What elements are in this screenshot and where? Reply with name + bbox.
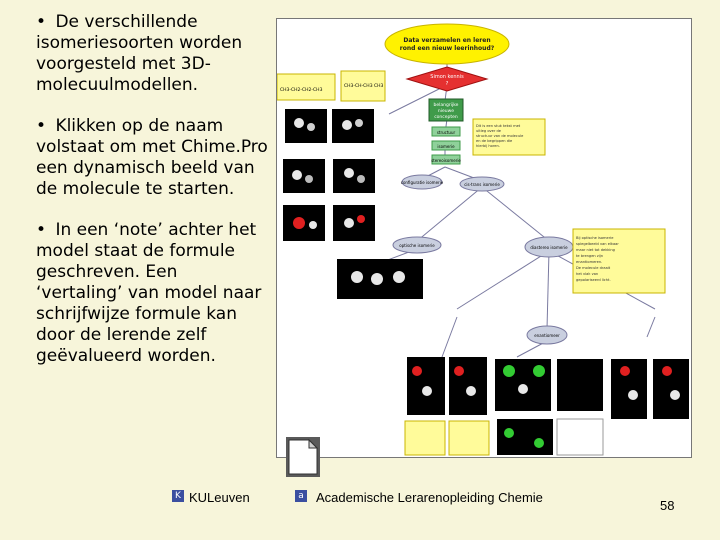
concept-map-label: cis-trans isomerie — [464, 182, 500, 187]
concept-map-label: CH3-CH-CH3 CH3 — [344, 84, 384, 89]
concept-map-label: stereoisomerie — [431, 158, 461, 163]
bullet-symbol: • — [36, 220, 47, 240]
concept-map-label: isomerie — [437, 144, 455, 149]
connector-lines — [369, 61, 655, 357]
concept-map-label: structuur — [436, 130, 456, 135]
concept-map-label: optische isomerie — [399, 243, 435, 248]
bullet-item-2 — [36, 116, 268, 200]
concept-map-label: Simon kennis — [430, 74, 464, 80]
concept-map-label: ? — [445, 81, 449, 87]
green-tags — [431, 127, 461, 164]
bullet-list — [36, 12, 268, 387]
bullet-item-3 — [36, 220, 268, 367]
bullet-symbol: • — [36, 12, 47, 32]
concept-map-label: te brengen zijn — [576, 254, 604, 258]
concept-map-label: spiegelbeeld van elkaar — [576, 242, 619, 246]
concept-map-label: diastereo isomerie — [530, 245, 568, 250]
kuleuven-logo-icon: K — [172, 490, 184, 502]
bullet-text: Klikken op de naam volstaat om met Chime.Pro een dynamisch beeld van de molecule te starten. — [36, 116, 268, 199]
concept-map-label: CH3-CH2-CH2-CH3 — [280, 88, 323, 93]
concept-map-label: en de begrippen die — [476, 139, 513, 143]
bullet-item-1 — [36, 12, 268, 96]
bullet-text: In een ‘note’ achter het model staat de formule geschreven. Een ‘vertaling’ van model naar schrijfwijze formule kan door de lerende zelf geëvalueerd worden. — [36, 220, 262, 366]
right-note-block — [473, 119, 545, 155]
concept-map-label: Bij optische isomerie — [576, 236, 614, 240]
concept-map-screenshot — [276, 18, 692, 458]
concept-map-label: maar niet tot dekking — [576, 248, 615, 252]
concept-map-label: uitleg over de — [476, 129, 501, 133]
concept-map-label: concepten — [434, 115, 458, 120]
decision-node — [407, 67, 487, 91]
important-concepts-box — [429, 99, 463, 121]
grey-node-labels — [399, 180, 568, 338]
footer — [0, 488, 720, 518]
top-node — [385, 24, 509, 64]
concept-map-label: gepolariseerd licht. — [576, 278, 611, 282]
concept-map-label: rond een nieuw leerinhoud? — [399, 45, 495, 52]
concept-map-label: De molecule draait — [576, 266, 611, 270]
concept-map-label: hierbij horen. — [476, 144, 500, 148]
concept-map-label: configuratie isomerie — [400, 180, 444, 185]
page-number: 58 — [660, 498, 675, 513]
right-note-block-2 — [573, 229, 665, 293]
concept-map-label: het vlak van — [576, 272, 599, 276]
concept-map-label: enantiomeer — [534, 333, 560, 338]
alo-logo-icon: a — [295, 490, 307, 502]
yellow-notes — [277, 71, 385, 101]
footer-course: Academische Lerarenopleiding Chemie — [316, 490, 543, 505]
footer-institution: KULeuven — [189, 490, 250, 505]
concept-map-canvas — [277, 19, 691, 457]
concept-map-label: structuur van de molecule — [476, 134, 524, 138]
bullet-symbol: • — [36, 116, 47, 136]
bullet-text: De verschillende isomeriesoorten worden voorgesteld met 3D-molecuulmodellen. — [36, 12, 243, 95]
concept-map-label: enantiomeren. — [576, 260, 603, 264]
note-document-icon[interactable] — [285, 436, 321, 478]
concept-map-label: Data verzamelen en leren — [403, 37, 491, 44]
concept-map-label: nieuwe — [437, 109, 455, 114]
concept-map-label: belangrijke — [433, 103, 459, 108]
concept-map-label: Dit is een stuk tekst met — [476, 124, 521, 128]
